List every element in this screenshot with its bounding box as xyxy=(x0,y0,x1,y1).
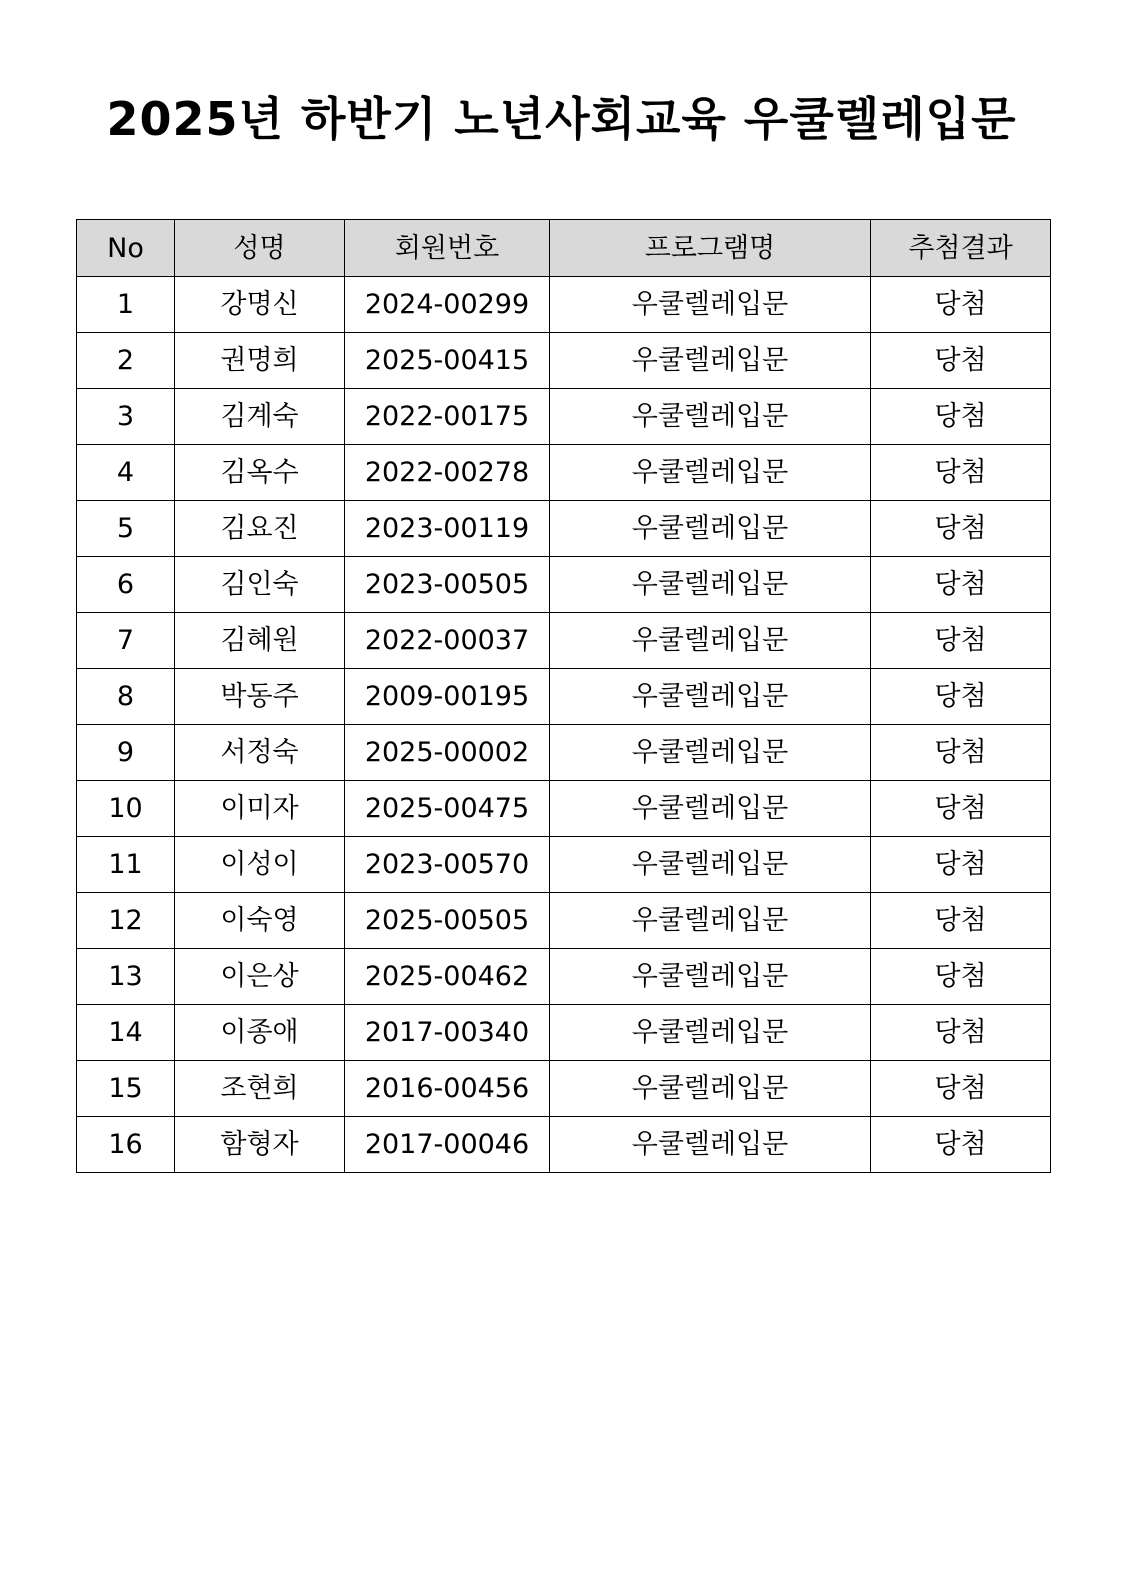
cell-no: 3 xyxy=(77,389,175,445)
cell-no: 14 xyxy=(77,1005,175,1061)
cell-no: 1 xyxy=(77,277,175,333)
cell-program: 우쿨렐레입문 xyxy=(550,725,871,781)
cell-name: 박동주 xyxy=(175,669,345,725)
cell-member-id: 2023-00570 xyxy=(345,837,550,893)
cell-no: 13 xyxy=(77,949,175,1005)
table-row xyxy=(77,1005,1051,1061)
table-body xyxy=(77,277,1051,1173)
cell-member-id: 2022-00037 xyxy=(345,613,550,669)
cell-result: 당첨 xyxy=(871,837,1051,893)
cell-result: 당첨 xyxy=(871,949,1051,1005)
cell-name: 이숙영 xyxy=(175,893,345,949)
cell-program: 우쿨렐레입문 xyxy=(550,333,871,389)
cell-result: 당첨 xyxy=(871,445,1051,501)
cell-member-id: 2022-00175 xyxy=(345,389,550,445)
cell-no: 11 xyxy=(77,837,175,893)
cell-result: 당첨 xyxy=(871,557,1051,613)
cell-member-id: 2022-00278 xyxy=(345,445,550,501)
table-row xyxy=(77,557,1051,613)
cell-no: 8 xyxy=(77,669,175,725)
cell-member-id: 2023-00119 xyxy=(345,501,550,557)
table-row xyxy=(77,725,1051,781)
cell-no: 7 xyxy=(77,613,175,669)
cell-member-id: 2024-00299 xyxy=(345,277,550,333)
cell-result: 당첨 xyxy=(871,1117,1051,1173)
cell-name: 김옥수 xyxy=(175,445,345,501)
cell-program: 우쿨렐레입문 xyxy=(550,445,871,501)
cell-name: 조현희 xyxy=(175,1061,345,1117)
header-member-id: 회원번호 xyxy=(345,220,550,277)
cell-name: 이종애 xyxy=(175,1005,345,1061)
cell-name: 권명희 xyxy=(175,333,345,389)
cell-program: 우쿨렐레입문 xyxy=(550,837,871,893)
cell-result: 당첨 xyxy=(871,725,1051,781)
cell-program: 우쿨렐레입문 xyxy=(550,389,871,445)
table-row xyxy=(77,277,1051,333)
cell-no: 2 xyxy=(77,333,175,389)
cell-program: 우쿨렐레입문 xyxy=(550,669,871,725)
cell-result: 당첨 xyxy=(871,277,1051,333)
cell-program: 우쿨렐레입문 xyxy=(550,613,871,669)
cell-no: 5 xyxy=(77,501,175,557)
cell-name: 이은상 xyxy=(175,949,345,1005)
cell-no: 9 xyxy=(77,725,175,781)
cell-name: 김인숙 xyxy=(175,557,345,613)
header-name: 성명 xyxy=(175,220,345,277)
cell-program: 우쿨렐레입문 xyxy=(550,557,871,613)
table-row xyxy=(77,1117,1051,1173)
table-row xyxy=(77,333,1051,389)
table-row xyxy=(77,949,1051,1005)
table-row xyxy=(77,613,1051,669)
cell-result: 당첨 xyxy=(871,1005,1051,1061)
cell-result: 당첨 xyxy=(871,501,1051,557)
cell-member-id: 2023-00505 xyxy=(345,557,550,613)
cell-no: 6 xyxy=(77,557,175,613)
table-header-row xyxy=(77,220,1051,277)
cell-member-id: 2017-00046 xyxy=(345,1117,550,1173)
cell-no: 12 xyxy=(77,893,175,949)
cell-name: 이성이 xyxy=(175,837,345,893)
cell-no: 10 xyxy=(77,781,175,837)
cell-result: 당첨 xyxy=(871,613,1051,669)
cell-program: 우쿨렐레입문 xyxy=(550,1061,871,1117)
header-no: No xyxy=(77,220,175,277)
cell-name: 김계숙 xyxy=(175,389,345,445)
table-row xyxy=(77,501,1051,557)
cell-no: 16 xyxy=(77,1117,175,1173)
page-title: 2025년 하반기 노년사회교육 우쿨렐레입문 xyxy=(106,92,1017,146)
cell-result: 당첨 xyxy=(871,389,1051,445)
cell-name: 이미자 xyxy=(175,781,345,837)
header-result: 추첨결과 xyxy=(871,220,1051,277)
cell-member-id: 2025-00505 xyxy=(345,893,550,949)
cell-program: 우쿨렐레입문 xyxy=(550,1005,871,1061)
table-row xyxy=(77,837,1051,893)
cell-program: 우쿨렐레입문 xyxy=(550,781,871,837)
cell-name: 강명신 xyxy=(175,277,345,333)
cell-member-id: 2025-00002 xyxy=(345,725,550,781)
header-program: 프로그램명 xyxy=(550,220,871,277)
cell-member-id: 2025-00475 xyxy=(345,781,550,837)
cell-member-id: 2016-00456 xyxy=(345,1061,550,1117)
cell-name: 서정숙 xyxy=(175,725,345,781)
cell-result: 당첨 xyxy=(871,333,1051,389)
cell-result: 당첨 xyxy=(871,669,1051,725)
cell-name: 함형자 xyxy=(175,1117,345,1173)
cell-name: 김혜원 xyxy=(175,613,345,669)
cell-program: 우쿨렐레입문 xyxy=(550,893,871,949)
cell-result: 당첨 xyxy=(871,893,1051,949)
cell-program: 우쿨렐레입문 xyxy=(550,1117,871,1173)
lottery-result-table xyxy=(76,219,1051,1173)
cell-program: 우쿨렐레입문 xyxy=(550,949,871,1005)
cell-result: 당첨 xyxy=(871,1061,1051,1117)
cell-no: 4 xyxy=(77,445,175,501)
cell-member-id: 2009-00195 xyxy=(345,669,550,725)
cell-member-id: 2025-00462 xyxy=(345,949,550,1005)
table-row xyxy=(77,445,1051,501)
table-row xyxy=(77,781,1051,837)
cell-member-id: 2025-00415 xyxy=(345,333,550,389)
cell-program: 우쿨렐레입문 xyxy=(550,501,871,557)
cell-member-id: 2017-00340 xyxy=(345,1005,550,1061)
cell-name: 김요진 xyxy=(175,501,345,557)
cell-no: 15 xyxy=(77,1061,175,1117)
cell-result: 당첨 xyxy=(871,781,1051,837)
table-row xyxy=(77,669,1051,725)
table-row xyxy=(77,893,1051,949)
table-row xyxy=(77,1061,1051,1117)
cell-program: 우쿨렐레입문 xyxy=(550,277,871,333)
table-row xyxy=(77,389,1051,445)
